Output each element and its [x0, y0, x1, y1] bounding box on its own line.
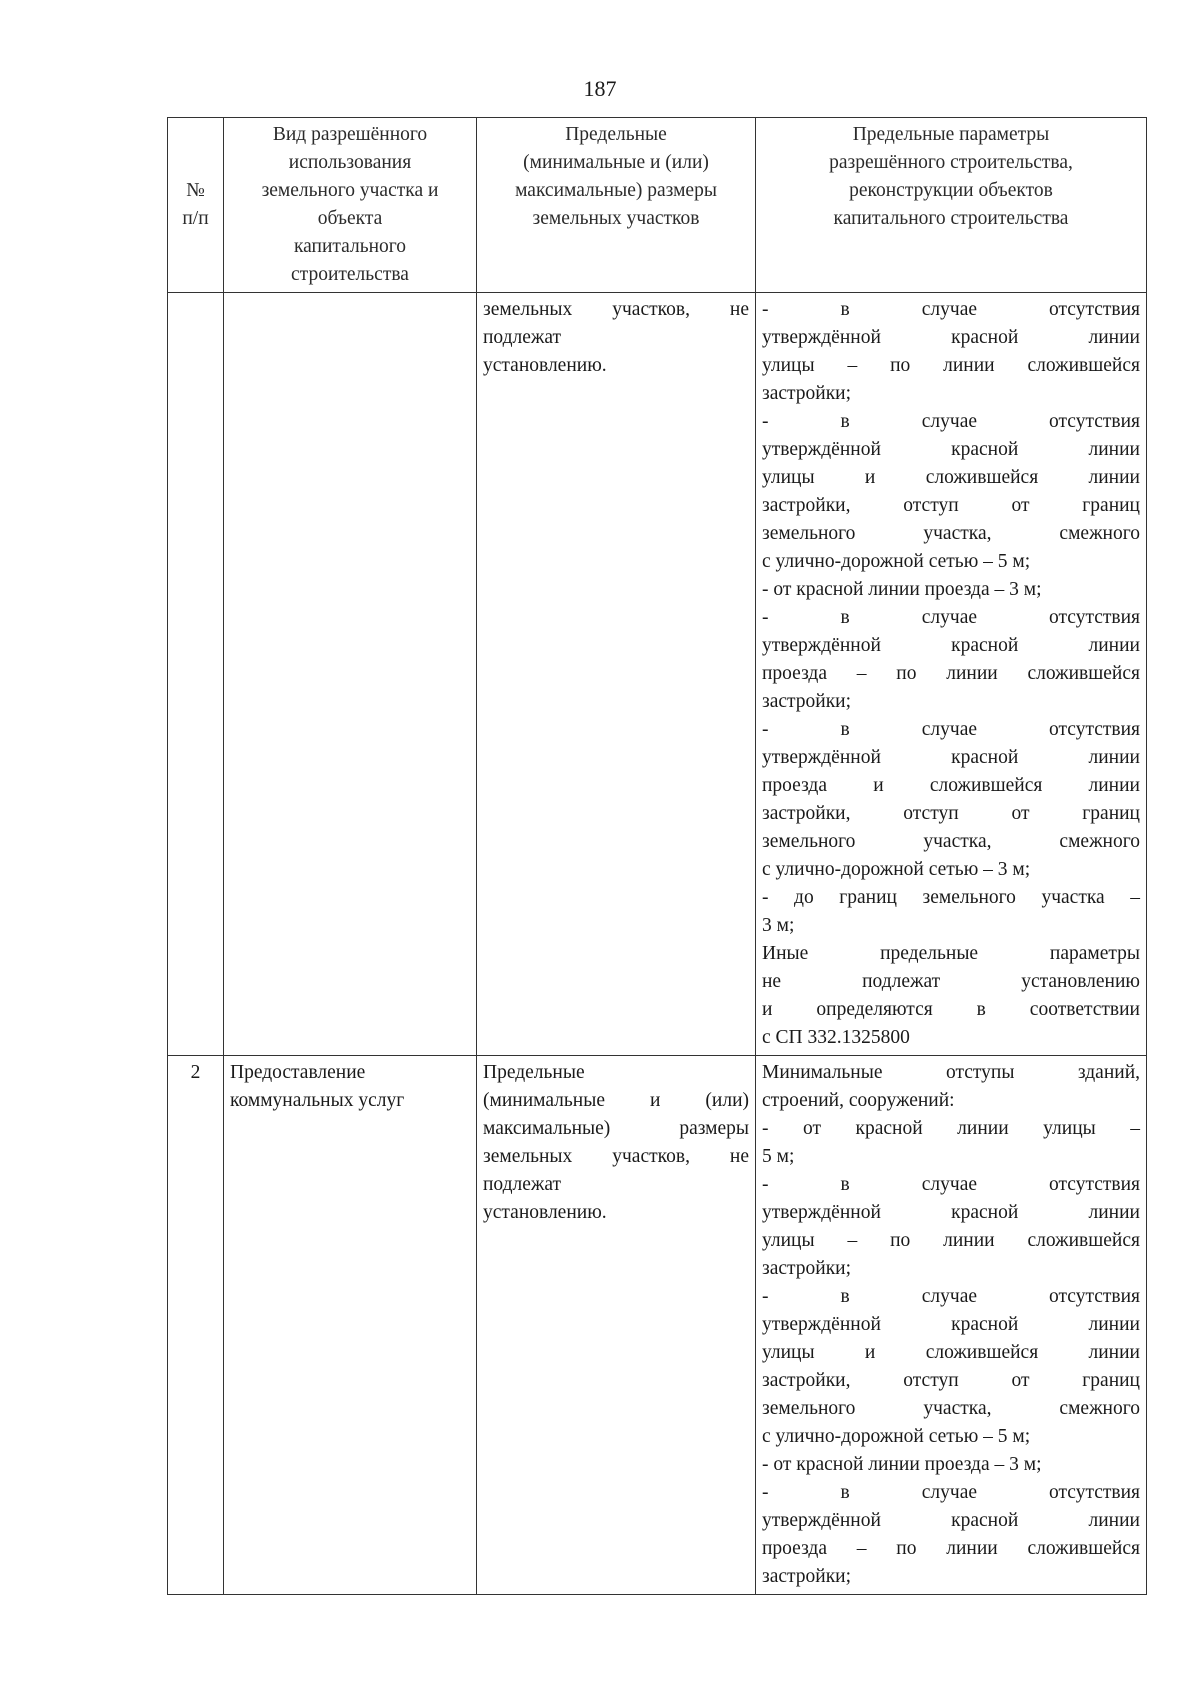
cell-line: 5 м;	[762, 1146, 795, 1167]
cell-line: 3 м;	[762, 915, 795, 936]
cell-line: застройки, отступ от границ	[762, 1370, 1140, 1391]
header-line: земельного участка и	[261, 180, 439, 201]
header-line: капитального строительства	[833, 208, 1069, 229]
cell-line: утверждённой красной линии	[762, 327, 1140, 348]
cell-line: с улично-дорожной сетью – 3 м;	[762, 859, 1031, 880]
cell-line: застройки;	[762, 1258, 852, 1279]
header-line: капитального	[293, 236, 407, 257]
cell-line: земельного участка, смежного	[762, 523, 1140, 544]
cell-line: проезда – по линии сложившейся	[762, 1538, 1140, 1559]
cell-line: - от красной линии проезда – 3 м;	[762, 579, 1042, 600]
header-line: реконструкции объектов	[849, 180, 1053, 201]
cell-line: застройки, отступ от границ	[762, 495, 1140, 516]
cell-line: - до границ земельного участка –	[762, 887, 1140, 908]
cell-sizes	[477, 1056, 756, 1595]
cell-use-type	[224, 293, 477, 1056]
cell-line: подлежат	[483, 327, 562, 348]
cell-line: - от красной линии улицы –	[762, 1118, 1140, 1139]
cell-line: проезда – по линии сложившейся	[762, 663, 1140, 684]
cell-line: застройки;	[762, 691, 852, 712]
header-line: (минимальные и (или)	[523, 152, 709, 173]
cell-line: с СП 332.1325800	[762, 1027, 910, 1048]
header-line: Вид разрешённого	[272, 124, 428, 145]
header-line: объекта	[317, 208, 383, 229]
table-row	[168, 293, 1147, 1056]
cell-sizes	[477, 293, 756, 1056]
cell-line: строений, сооружений:	[762, 1090, 955, 1111]
cell-line: утверждённой красной линии	[762, 1202, 1140, 1223]
cell-line: с улично-дорожной сетью – 5 м;	[762, 1426, 1031, 1447]
header-line: максимальные) размеры	[515, 180, 717, 201]
header-params	[756, 118, 1147, 293]
cell-line: - в случае отсутствия	[762, 1482, 1140, 1503]
table-row	[168, 1056, 1147, 1595]
header-line: использования	[288, 152, 412, 173]
cell-use-type	[224, 1056, 477, 1595]
table-header	[168, 118, 1147, 293]
cell-line: утверждённой красной линии	[762, 747, 1140, 768]
cell-num	[168, 293, 224, 1056]
cell-line: улицы и сложившейся линии	[762, 467, 1140, 488]
header-use-type	[224, 118, 477, 293]
header-row	[168, 118, 1147, 293]
cell-line: улицы – по линии сложившейся	[762, 1230, 1140, 1251]
cell-line: с улично-дорожной сетью – 5 м;	[762, 551, 1031, 572]
header-line: №	[186, 180, 205, 201]
cell-line: земельного участка, смежного	[762, 1398, 1140, 1419]
cell-line: подлежат	[483, 1174, 562, 1195]
cell-line: установлению.	[483, 355, 607, 376]
cell-line: - в случае отсутствия	[762, 1286, 1140, 1307]
page-number: 187	[583, 76, 617, 101]
regulations-table	[167, 117, 1147, 1595]
header-sizes	[477, 118, 756, 293]
cell-line: земельного участка, смежного	[762, 831, 1140, 852]
cell-line: не подлежат установлению	[762, 971, 1140, 992]
header-line: п/п	[182, 208, 209, 229]
cell-line: - в случае отсутствия	[762, 719, 1140, 740]
cell-line: утверждённой красной линии	[762, 1314, 1140, 1335]
cell-params	[756, 293, 1147, 1056]
cell-line: - в случае отсутствия	[762, 607, 1140, 628]
cell-line: утверждённой красной линии	[762, 1510, 1140, 1531]
cell-line: застройки;	[762, 383, 852, 404]
cell-params	[756, 1056, 1147, 1595]
header-line: Предельные	[565, 124, 667, 145]
header-line: строительства	[291, 264, 409, 285]
cell-line: установлению.	[483, 1202, 607, 1223]
cell-line: земельных участков, не	[483, 1146, 749, 1167]
cell-line: Минимальные отступы зданий,	[762, 1062, 1140, 1083]
cell-line: земельных участков, не	[483, 299, 749, 320]
cell-line: улицы – по линии сложившейся	[762, 355, 1140, 376]
cell-line: - в случае отсутствия	[762, 299, 1140, 320]
cell-line: застройки, отступ от границ	[762, 803, 1140, 824]
cell-line: улицы и сложившейся линии	[762, 1342, 1140, 1363]
cell-line: застройки;	[762, 1566, 852, 1587]
cell-line: Иные предельные параметры	[762, 943, 1140, 964]
cell-line: максимальные) размеры	[483, 1118, 749, 1139]
cell-num: 2	[168, 1056, 224, 1595]
cell-line: - в случае отсутствия	[762, 1174, 1140, 1195]
cell-line: утверждённой красной линии	[762, 439, 1140, 460]
cell-line: и определяются в соответствии	[762, 999, 1140, 1020]
table-body	[168, 293, 1147, 1595]
cell-line: Предоставление	[230, 1062, 366, 1083]
header-num	[168, 118, 224, 293]
cell-line: проезда и сложившейся линии	[762, 775, 1140, 796]
header-line: земельных участков	[532, 208, 700, 229]
cell-line: - в случае отсутствия	[762, 411, 1140, 432]
cell-line: Предельные	[483, 1062, 585, 1083]
cell-line: коммунальных услуг	[230, 1090, 405, 1111]
cell-line: - от красной линии проезда – 3 м;	[762, 1454, 1042, 1475]
cell-line: утверждённой красной линии	[762, 635, 1140, 656]
header-line: разрешённого строительства,	[829, 152, 1073, 173]
header-line: Предельные параметры	[852, 124, 1050, 145]
cell-line: (минимальные и (или)	[483, 1090, 749, 1111]
